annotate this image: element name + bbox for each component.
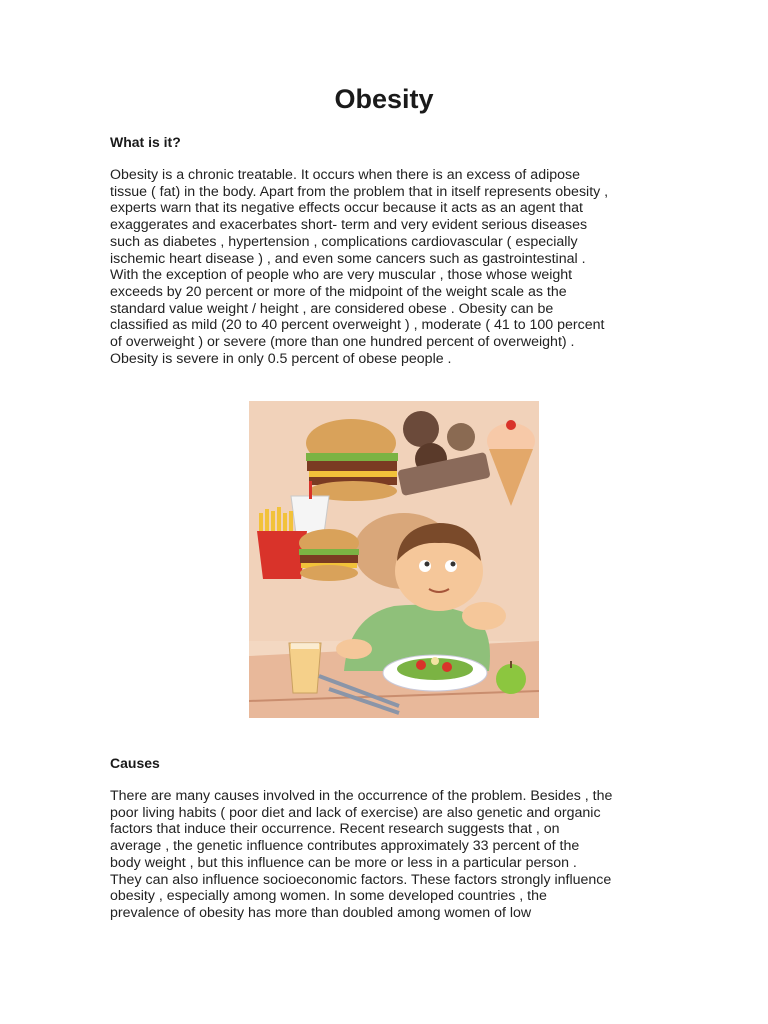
text-line: Obesity is a chronic treatable. It occurs when there is an excess of adipose [110, 167, 581, 183]
text-line: prevalence of obesity has more than doubled among women of low [110, 904, 532, 921]
burger-small-icon [299, 529, 359, 581]
text-line: There are many causes involved in the occurrence of the problem. Besides , the [110, 788, 613, 804]
text-line: body weight , but this influence can be more or less in a particular person . [110, 854, 577, 871]
text-line: classified as mild (20 to 40 percent overweight ) , moderate ( 41 to 100 percent [110, 317, 605, 334]
salad-plate-icon [383, 655, 487, 691]
text-line: tissue ( fat) in the body. Apart from the problem that in itself represents obesity , [110, 183, 609, 200]
juice-glass-icon [289, 643, 321, 693]
text-line: experts warn that its negative effects occur because it acts as an agent that [110, 200, 583, 217]
text-line: factors that induce their occurrence. Recent research suggests that , on [110, 821, 560, 838]
section-heading-causes: Causes [110, 755, 160, 771]
section-heading-what-is-it: What is it? [110, 134, 181, 150]
text-line: They can also influence socioeconomic factors. These factors strongly influence [110, 871, 612, 888]
text-line: exaggerates and exacerbates short- term and very evident serious diseases [110, 217, 588, 234]
text-line: obesity , especially among women. In some developed countries , the [110, 888, 547, 905]
text-line: standard value weight / height , are considered obese . Obesity can be [110, 300, 554, 317]
text-line: With the exception of people who are very muscular , those whose weight [110, 267, 573, 284]
text-line: ischemic heart disease ) , and even some cancers such as gastrointestinal . [110, 250, 586, 267]
page-title: Obesity [334, 84, 434, 114]
text-line: Obesity is severe in only 0.5 percent of obese people . [110, 350, 452, 367]
text-line: poor living habits ( poor diet and lack of exercise) are also genetic and organic [110, 804, 601, 821]
obese-child-illustration [249, 401, 539, 718]
text-line: of overweight ) or severe (more than one hundred percent of overweight) . [110, 334, 575, 351]
paragraph-causes [110, 788, 670, 922]
text-line: exceeds by 20 percent or more of the midpoint of the weight scale as the [110, 283, 567, 300]
text-line: such as diabetes , hypertension , complications cardiovascular ( especially [110, 233, 578, 250]
text-line: average , the genetic influence contributes approximately 33 percent of the [110, 838, 580, 855]
burger-large-icon [306, 419, 398, 501]
paragraph-what-is-it [110, 167, 670, 367]
